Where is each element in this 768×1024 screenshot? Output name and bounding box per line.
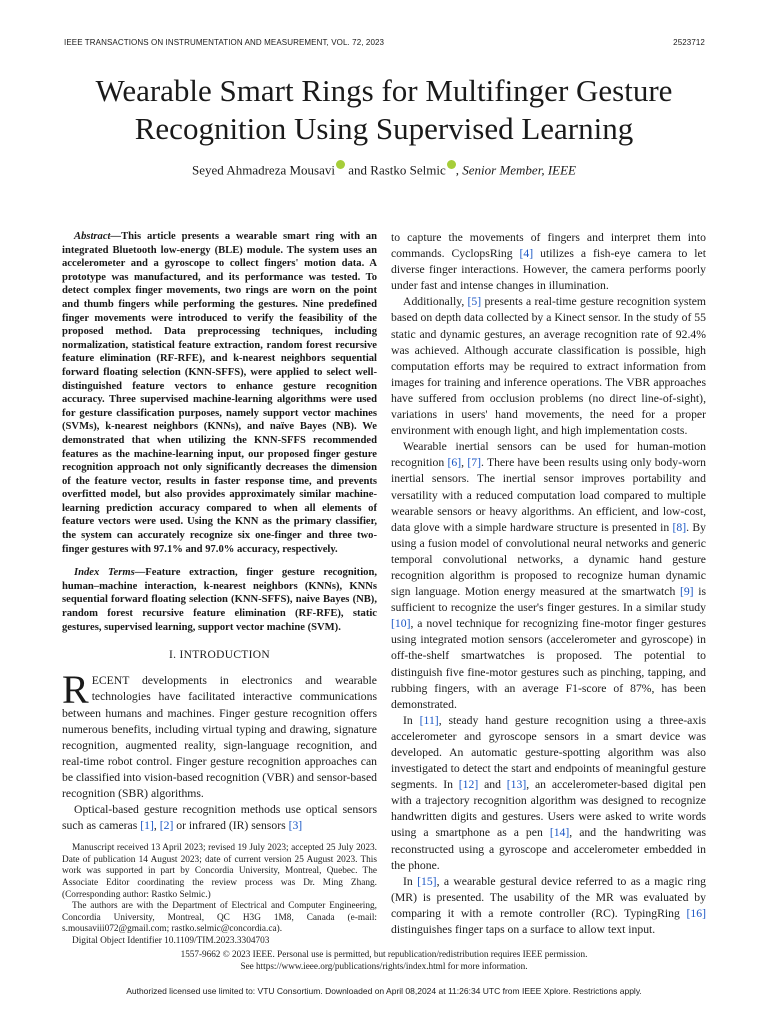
orcid-icon[interactable] [447, 160, 456, 169]
citation-link[interactable]: [14] [549, 826, 570, 840]
citation-link[interactable]: [1] [140, 819, 154, 833]
paragraph-text: is sufficient to recognize the user's finger gestures. In a similar study [391, 585, 706, 615]
paragraph-text: ECENT developments in electronics and wearable technologies have facilitated interactive communications between humans and machines. Finger gesture recognition offers numerous benefits, including virtual typing and drawing, signature recognition, augmented reality, sign-language recognition, and real-time robot control. Finger gesture recognition approaches can be classified into vision-based recognition (VBR) and sensor-based recognition (SBR) algorithms. [62, 674, 377, 800]
paragraph-text: utilizes a fish-eye camera to let diverse finger interactions. However, the camera performs poorly under fast and intense changes in illumination. [391, 247, 706, 293]
abstract [62, 230, 377, 556]
citation-link[interactable]: [2] [159, 819, 174, 833]
body-paragraph [391, 294, 706, 439]
copyright-notice [0, 948, 768, 972]
footnote: Digital Object Identifier 10.1109/TIM.2023.3304703 [72, 936, 270, 946]
rights-link[interactable]: See https://www.ieee.org/publications/rights/index.html for more information. [240, 961, 528, 971]
citation-link[interactable]: [10] [391, 617, 411, 631]
body-paragraph [391, 230, 706, 294]
footnote: Manuscript received 13 April 2023; revised 19 July 2023; accepted 25 July 2023. Date of publication 14 August 2023; date of current version 25 August 2023. This work was supported in part by Concordia University, Montreal, Quebec. The Associate Editor coordinating the review process was Dr. Ming Zhang. (Corresponding author: Rastko Selmic.) [62, 843, 377, 900]
paragraph-text: . There have been results using only body-worn inertial sensors. The inertial sensor improves portability and versatility with a reduced computation load compared to multiple wearable sensors or heavy algorithms. An efficient, and low-cost, data glove with a simple hardware structure is presented in [391, 456, 707, 534]
citation-link[interactable]: [3] [288, 819, 303, 833]
paragraph-text: to capture the movements of fingers and interpret them into commands. CyclopsRing [391, 231, 706, 261]
body-paragraph [391, 713, 706, 874]
citation-link[interactable]: [11] [419, 713, 439, 727]
paragraph-text: , and the handwriting was reconstructed using a gyroscope and accelerometer embedded in the phone. [391, 826, 707, 872]
paragraph-text: In [403, 874, 418, 888]
license-banner: Authorized licensed use limited to: VTU Consortium. Downloaded on April 08,2024 at 11:26:34 UTC from IEEE Xplore. Restrictions apply. [126, 986, 642, 996]
paragraph-text: Additionally, [403, 295, 468, 309]
author-name: and Rastko Selmic [345, 162, 446, 178]
page-id: 2523712 [673, 38, 705, 47]
abstract-text: This article presents a wearable smart ring with an integrated Bluetooth low-energy (BLE) module. The system uses an accelerometer and a gyroscope to collect fingers' motion data. A prototype was manufactured, and its performance was tested. To detect complex finger movements, two rings are worn on the point and thumb fingers while performing the gestures. Nine predefined finger movements were introduced to verify the feasibility of the proposed method. Data preprocessing techniques, including normalization, statistical feature extraction, random forest recursive feature elimination (RF-RFE), and k-nearest neighbors sequential forward floating selection (KNN-SFFS), were applied to select well-distinguished feature vectors to enhance gesture recognition accuracy. Three supervised machine-learning algorithms were used for gesture classification purposes, namely support vector machines (SVMs), k-nearest neighbors (KNNs), and naïve Bayes (NB). We demonstrated that when utilizing the KNN-SFFS recommended features as the machine-learning input, our proposed finger gesture recognition approach not only significantly decreases the dimension of the feature vector, results in faster response time, and prevents overfitted model, but also provides approximately similar machine-learning prediction accuracy compared to when all elements of feature vectors were used. Using the KNN as the primary classifier, the system can accurately recognize six one-finger and three two-finger gestures with 97.1% and 97.0% accuracy, respectively. [62, 231, 377, 555]
right-column [391, 230, 706, 938]
citation-link[interactable]: [8] [672, 520, 687, 534]
intro-paragraph [62, 667, 377, 802]
index-terms-text: Feature extraction, finger gesture recognition, human–machine interaction, k-nearest neighbors (KNNs), KNNs sequential forward floating selection (KNN-SFFS), naive Bayes (NB), random forest recursive feature elimination (RF-RFE), static gestures, supervised learning, support vector machine (SVM). [62, 567, 377, 633]
footnotes [62, 843, 377, 947]
left-column [62, 230, 377, 948]
citation-link[interactable]: [7] [467, 456, 482, 470]
drop-cap: R [62, 667, 89, 713]
citation-link[interactable]: [12] [458, 778, 479, 792]
citation-link[interactable]: [4] [519, 247, 534, 261]
body-paragraph [391, 874, 706, 938]
abstract-label: Abstract— [74, 231, 122, 242]
footnote: The authors are with the Department of Electrical and Computer Engineering, Concordia University, Montreal, QC H3G 1M8, Canada (e-mail: s.mousaviii072@gmail.com; rastko.selmic@concordia.ca). [62, 901, 377, 935]
paragraph-text: , an accelerometer-based digital pen with a trajectory recognition algorithm was designed to recognize handwritten digits and gestures. Users were asked to write words using a smartphone as a pen [391, 778, 706, 840]
paragraph-text: Optical-based gesture recognition methods use optical sensors such as cameras [62, 803, 377, 833]
author-affiliation: , Senior Member, IEEE [455, 162, 576, 178]
paragraph-text: , a wearable gestural device referred to as a magic ring (MR) is presented. The usability of the MR was evaluated by comparing it with a remote controller (RC). TypingRing [391, 874, 706, 920]
paragraph-text: In [403, 713, 420, 727]
intro-paragraph [62, 802, 377, 834]
author-name: Seyed Ahmadreza Mousavi [192, 162, 335, 178]
section-heading: I. INTRODUCTION [169, 649, 270, 662]
paragraph-text: , a novel technique for recognizing fine-motor finger gestures using integrated motion sensors (accelerometer and gyroscope) in off-the-shelf smartwatches is proposed. The potential to distinguish five fine-motor gestures such as pinching, tapping, and rubbing fingers, with an average F1-score of 87%, has been demonstrated. [391, 617, 706, 711]
copyright-line: 1557-9662 © 2023 IEEE. Personal use is permitted, but republication/redistribution requires IEEE permission. [180, 949, 588, 959]
index-terms-label: Index Terms— [74, 567, 146, 579]
index-terms [62, 566, 377, 634]
citation-link[interactable]: [6] [447, 456, 462, 470]
citation-link[interactable]: [16] [686, 906, 706, 920]
citation-link[interactable]: [9] [679, 585, 694, 599]
running-header: IEEE TRANSACTIONS ON INSTRUMENTATION AND MEASUREMENT, VOL. 72, 2023 [64, 38, 385, 47]
author-line [40, 160, 728, 178]
paragraph-text: distinguishes finger taps on a surface to allow text input. [391, 923, 656, 937]
citation-link[interactable]: [13] [506, 778, 527, 792]
paragraph-text: , steady hand gesture recognition using a three-axis accelerometer and gyroscope sensors in a smart device was developed. An automatic gesture-spotting algorithm was also investigated to detect the start and endpoints of meaningful gesture segments. In [391, 713, 706, 792]
paragraph-text: . By using a fusion model of convolutional neural networks and generic temporal convolutional networks, a dynamic hand gesture recognition algorithm is proposed to recognize human dynamic sign language. Motion energy measured at the smartwatch [391, 520, 707, 599]
paragraph-text: Wearable inertial sensors can be used for human-motion recognition [391, 440, 706, 470]
paragraph-text: , [153, 819, 160, 833]
paragraph-text: or infrared (IR) sensors [173, 819, 289, 833]
paragraph-text: presents a real-time gesture recognition system based on depth data collected by a Kinect sensor. In the study of 55 static and dynamic gestures, an average recognition rate of 92.4% was achieved. Although accurate classification is possible, high computation efforts may be required to extract information from images for training and inference operations. The VBR approaches have suffered from occlusion problems (no direct line-of-sight), variations in users' hand movements, the need for a proper environment with enough light, and high implementation costs. [391, 295, 706, 438]
citation-link[interactable]: [15] [417, 874, 437, 888]
paragraph-text: , [461, 456, 468, 470]
citation-link[interactable]: [5] [467, 295, 482, 309]
paper-title: Wearable Smart Rings for Multifinger Gesture Recognition Using Supervised Learning [95, 73, 673, 146]
paragraph-text: and [478, 778, 507, 792]
orcid-icon[interactable] [336, 160, 345, 169]
body-paragraph [391, 439, 706, 713]
